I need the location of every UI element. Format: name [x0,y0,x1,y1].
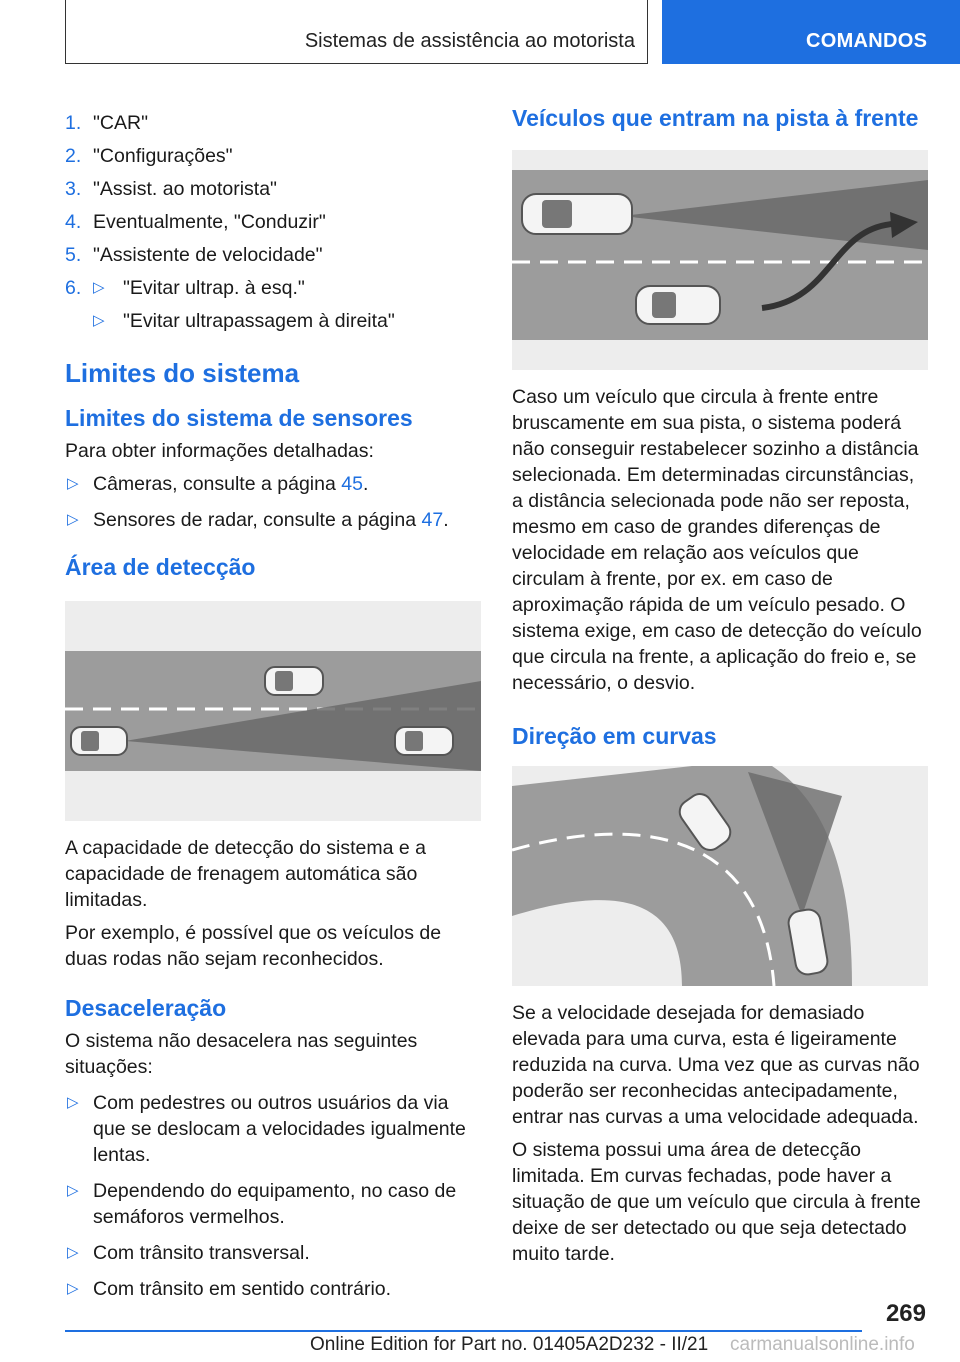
car-icon [265,667,323,695]
triangle-right-icon: ▷ [93,312,105,329]
step-text: "Assistente de velocidade" [93,244,323,266]
step-number: 1. [65,112,82,134]
item-end: . [443,509,449,531]
car-icon [71,727,127,755]
step-number: 3. [65,178,82,200]
sensor-intro: Para obter informações detalhadas: [65,440,374,462]
step-text: "Assist. ao motorista" [93,178,277,200]
step-text: "Configurações" [93,145,233,167]
item-text: Com trânsito transversal. [93,1242,310,1264]
cut-in-illustration [512,150,928,370]
car-icon [636,286,720,324]
triangle-right-icon: ▷ [67,1244,79,1261]
step-number: 6. [65,277,82,299]
list-item [65,209,481,235]
step-text: "Evitar ultrap. à esq." [123,277,305,299]
triangle-right-icon: ▷ [67,511,79,528]
item-text: Câmeras, consulte a página [93,473,342,495]
left-column [65,110,481,1312]
item-text: Com pedestres ou outros usuários da via que se deslocam a velocidades igualmente lentas. [93,1092,466,1166]
car-icon [522,194,632,234]
section-title: Sistemas de assistência ao motorista [304,30,635,52]
list-item [65,1276,481,1302]
decel-intro: O sistema não desacelera nas seguintes situações: [65,1030,418,1078]
heading-detection-area: Área de detecção [65,554,256,580]
item-end: . [362,473,369,495]
item-text: Com trânsito em sentido contrário. [93,1278,392,1300]
sensor-list [65,471,481,533]
list-item [65,275,481,301]
heading-curves: Direção em curvas [512,723,717,749]
item-text: Dependendo do equipamento, no caso de semáforos vermelhos. [93,1180,457,1228]
list-item [65,110,481,136]
curves-illustration [512,766,928,986]
heading-sensor-limits: Limites do sistema de sensores [65,405,413,431]
triangle-right-icon: ▷ [67,1094,79,1111]
list-item [65,308,481,334]
detection-area-illustration [65,601,481,821]
triangle-right-icon: ▷ [67,1182,79,1199]
steps-list [65,110,481,334]
heading-deceleration: Desaceleração [65,995,227,1021]
list-item [65,471,481,497]
step-option [93,308,481,334]
list-item [65,242,481,268]
step-number: 5. [65,244,82,266]
heading-limits: Limites do sistema [65,358,300,388]
page-number: 269 [885,1300,926,1327]
footer-divider [65,1330,862,1332]
triangle-right-icon: ▷ [93,279,105,296]
car-icon [395,727,453,755]
detection-text-2: Por exemplo, é possível que os veículos de duas rodas não sejam reconhecidos. [65,922,442,970]
step-number: 4. [65,211,82,233]
right-column [512,100,928,1274]
step-option [93,275,481,301]
page-link-45[interactable]: 45 [341,473,363,495]
decel-list [65,1090,481,1302]
step-text: "CAR" [93,112,149,134]
item-text: Sensores de radar, consulte a página [93,509,422,531]
list-item [65,1240,481,1266]
watermark: carmanualsonline.info [730,1334,915,1355]
curves-text-1: Se a velocidade desejada for demasiado elevada para uma curva, esta é ligeiramente reduzida na curva. Uma vez que as curvas não poderão ser reconhecidas antecipadamente, entrar nas curvas a uma velocidade adequada. [512,1002,920,1128]
step-text: Eventualmente, "Conduzir" [93,211,326,233]
list-item [65,1178,481,1230]
list-item [65,507,481,533]
page-link-47[interactable]: 47 [421,509,444,531]
curves-text-2: O sistema possui uma área de detecção limitada. Em curvas fechadas, pode haver a situação de que um veículo que circula à frente deixe de ser detectado ou que seja detectado muito tarde. [512,1139,921,1265]
triangle-right-icon: ▷ [67,1280,79,1297]
cut-in-text: Caso um veículo que circula à frente entre bruscamente em sua pista, o sistema poderá não conseguir restabelecer sozinho a distância selecionada. Em determinadas circunstâncias, a distância selecionada pode não ser reposta, mesmo em caso de grandes diferenças de velocidade em relação aos veículos que circulam à frente, por ex. em caso de aproximação rápida de um veículo pesado. O sistema exige, em caso de detecção do veículo que circula na frente, a aplicação do freio e, se necessário, o desvio. [512,386,922,694]
header-box [65,0,648,64]
step-number: 2. [65,145,82,167]
edition-text: Online Edition for Part no. 01405A2D232 - II/21 [310,1334,709,1355]
list-item [65,1090,481,1168]
detection-text-1: A capacidade de detecção do sistema e a capacidade de frenagem automática são limitadas. [65,837,426,911]
chapter-tab[interactable]: COMANDOS [662,0,960,64]
step-text: "Evitar ultrapassagem à direita" [123,310,395,332]
list-item [65,176,481,202]
triangle-right-icon: ▷ [67,475,79,492]
list-item [65,143,481,169]
heading-cut-in: Veículos que entram na pista à frente [512,105,919,131]
